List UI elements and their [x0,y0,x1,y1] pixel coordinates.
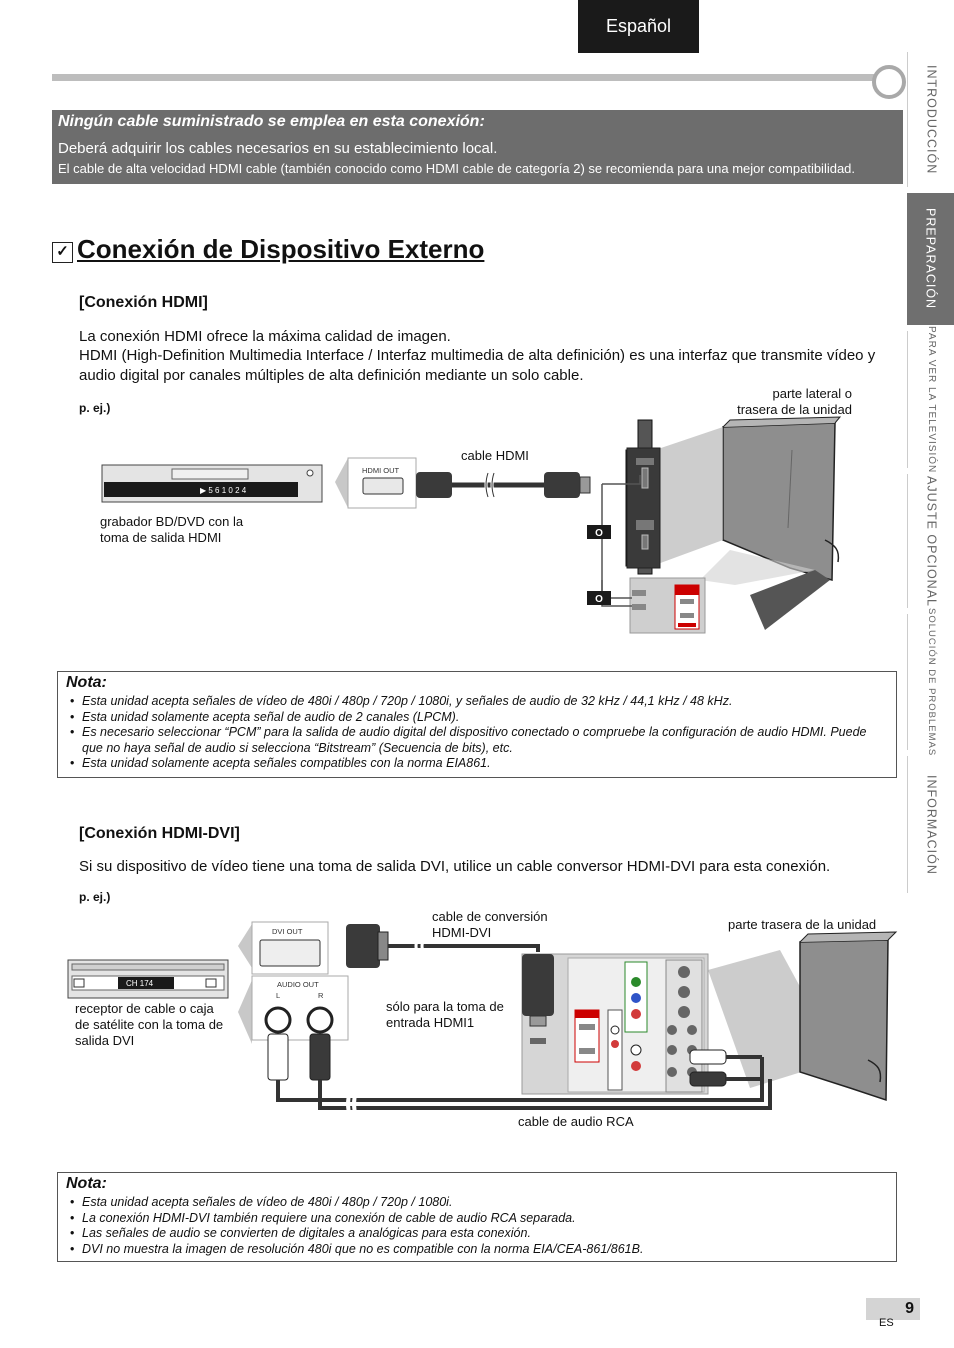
audio-r-jack [308,1008,332,1032]
side-tab-label: INFORMACIÓN [924,774,939,875]
note-1-list [70,694,870,772]
header-circle-ornament [872,65,906,99]
column-jack [667,1025,677,1035]
hdmi-cable-label: cable HDMI [461,448,529,463]
rear-hdmi-port-1 [579,1024,595,1030]
dvi-cable-bend [530,946,538,952]
dvi-heading: [Conexión HDMI-DVI] [79,825,240,842]
hdmi-plug-into-panel [522,954,554,1016]
panel-hdmi-port-2 [530,1038,546,1044]
side-tab-ajuste-opcional[interactable] [907,474,954,608]
dvi-out-port-label: DVI OUT [272,927,303,936]
page-number: 9 [866,1298,920,1320]
audio-l-jack [266,1008,290,1032]
checkbox-icon: ✓ [52,242,73,263]
column-jack [678,1006,690,1018]
rca-plug-white-tv [690,1050,726,1064]
receiver-label: receptor de cable o caja de satélite con la toma de salida DVI [75,1001,224,1048]
dvi-callout-pointer [238,924,252,968]
audio-jack-block [608,1010,622,1090]
language-tab[interactable]: Español [578,0,699,53]
hdmi-paragraph-1: La conexión HDMI ofrece la máxima calidad de imagen. [79,328,451,345]
side-tab-label: PARA VER LA TELEVISIÓN [926,325,937,474]
side-tab-para-ver-la-television[interactable] [907,325,954,474]
audio-l-label: L [276,991,281,1000]
rear-hdmi-block-header [575,1010,599,1018]
jack-green [631,977,641,987]
note-1-item: • Es necesario seleccionar “PCM” para la salida de audio digital del dispositivo conectado o compruebe la configuración de audio HDMI. Puede que no haya señal de audio si selecciona “Bitstream” (Secuencia de bits), etc. [70,725,870,756]
section-title [52,234,484,265]
note-1-item: • Esta unidad solamente acepta señal de audio de 2 canales (LPCM). [70,710,870,726]
side-tab-solucion-de-problemas[interactable] [907,607,954,757]
note-2-item: • DVI no muestra la imagen de resolución 480i que no es compatible con la norma EIA/CEA-861/861B. [70,1242,870,1258]
note-2-item: • Las señales de audio se convierten de digitales a analógicas para esta conexión. [70,1226,870,1242]
banner-line-2: El cable de alta velocidad HDMI cable (también conocido como HDMI cable de categoría 2) se recomienda para una mejor compatibilidad. [58,161,856,176]
jack-blue [631,993,641,1003]
conversion-cable-label: cable de conversión HDMI-DVI [432,909,548,940]
tv-illustration [800,932,896,1100]
bd-dvd-recorder [102,465,322,502]
note-2-item: • Esta unidad acepta señales de vídeo de 480i / 480p / 720p / 1080i. [70,1195,870,1211]
dvi-paragraph: Si su dispositivo de vídeo tiene una toma de salida DVI, utilice un cable conversor HDMI-DVI para esta conexión. [79,858,831,875]
recorder-label: grabador BD/DVD con la toma de salida HDMI [100,514,244,545]
callout-pointer [335,458,348,508]
hdmi-out-port-label: HDMI OUT [362,466,400,475]
note-1-title: Nota: [66,674,107,691]
rear-hdmi-port-2 [680,599,694,604]
note-2-list [70,1195,870,1257]
column-jack [678,966,690,978]
note-2-title: Nota: [66,1175,107,1192]
banner-title: Ningún cable suministrado se emplea en esta conexión: [58,113,485,130]
side-tab-label: PREPARACIÓN [923,208,938,310]
jack-white [631,1045,641,1055]
tv-side-panel [627,448,660,568]
column-jack [678,986,690,998]
dvi-port [260,940,320,966]
column-jack [687,1025,697,1035]
jack-red-2 [631,1061,641,1071]
cable-notice-banner [52,110,903,184]
side-tab-preparacion[interactable] [907,193,954,325]
note-box-2 [57,1172,897,1262]
rca-plug-red [310,1034,330,1080]
hdmi-plug-tip [530,1016,546,1026]
side-tab-label: AJUSTE OPCIONAL [924,475,939,607]
jack-red [631,1009,641,1019]
dvi-plug-screw [378,932,388,960]
hdmi-heading: [Conexión HDMI] [79,294,208,311]
rear-unit-label: parte trasera de la unidad [728,917,877,932]
hdmi-plug-tip [580,477,590,493]
rear-hdmi-block-header [675,585,699,595]
audio-jack-r [611,1040,619,1048]
audio-r-label: R [318,991,324,1000]
audio-jack-l [611,1026,619,1034]
side-tab-informacion[interactable] [907,756,954,893]
side-hdmi-label-plate [636,458,654,465]
rear-port-2 [632,604,646,610]
note-box-1 [57,671,897,778]
side-hdmi-port [642,468,648,488]
side-tab-introduccion[interactable] [907,52,954,187]
unit-side-label: parte lateral o trasera de la unidad [737,386,852,417]
banner-line-1: Deberá adquirir los cables necesarios en su establecimiento local. [58,140,498,157]
note-1-item: • Esta unidad solamente acepta señales compatibles con la norma EIA861. [70,756,870,772]
column-jack [667,1067,677,1077]
column-jack [667,1045,677,1055]
recorder-display: ▶ 5 6 1 0 2 4 [200,486,247,495]
rear-port-1 [632,590,646,596]
hdmi-plug-right [544,472,580,498]
receiver-display: CH 174 [126,979,154,988]
side-av-port [642,535,648,549]
dvi-example-label: p. ej.) [79,890,111,904]
hdmi-paragraph-2: HDMI (High-Definition Multimedia Interface / Interfaz multimedia de alta definición) es una interfaz que transmite vídeo y audio digital por canales múltiples de alta definición mediante un solo cable. [79,347,876,384]
or-marker-1-text: O [595,528,603,539]
note-1-item: • Esta unidad acepta señales de vídeo de 480i / 480p / 720p / 1080i, y señales de audio de 32 kHz / 44,1 kHz / 48 kHz. [70,694,870,710]
section-title-text: Conexión de Dispositivo Externo [77,234,485,264]
side-tab-label: INTRODUCCIÓN [924,64,939,175]
cable-satellite-receiver [68,960,228,998]
side-tab-label: SOLUCIÓN DE PROBLEMAS [926,607,937,757]
hdmi-plug-left [416,472,452,498]
or-marker-2-text: O [595,594,603,605]
rca-plug-red-tv [690,1072,726,1086]
rca-plug-white [268,1034,288,1080]
dvi-plug [346,924,380,968]
rear-hdmi-port-1 [680,613,694,618]
header-rule [52,74,880,81]
rca-cable-break [348,1092,356,1116]
audio-callout-pointer [238,980,252,1044]
rca-cable-label: cable de audio RCA [518,1114,634,1129]
hdmi1-only-label: sólo para la toma de entrada HDMI1 [386,999,504,1030]
language-code: ES [879,1317,894,1329]
rear-hdmi-recommended-tag [678,623,696,627]
audio-out-port-label: AUDIO OUT [277,980,319,989]
rear-hdmi-port-2 [579,1048,595,1054]
side-av-label-plate [636,520,654,530]
note-2-item: • La conexión HDMI-DVI también requiere una conexión de cable de audio RCA separada. [70,1211,870,1227]
hdmi-example-label: p. ej.) [79,401,111,415]
